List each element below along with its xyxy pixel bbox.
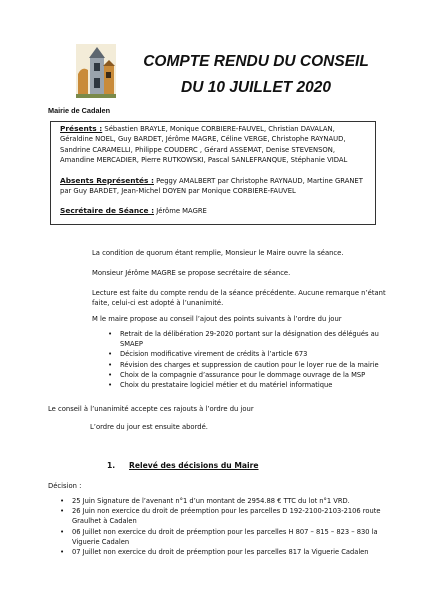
- list-item: • 07 Juillet non exercice du droit de préemption pour les parcelles 817 la Viguerie Cadalen: [60, 548, 369, 557]
- bullet-icon: •: [60, 548, 65, 557]
- secretaire-text: Jérôme MAGRE: [156, 207, 207, 215]
- secretaire-block: [60, 206, 368, 216]
- presents-block: [60, 124, 368, 165]
- paragraph-quorum: La condition de quorum étant remplie, Monsieur le Maire ouvre la séance.: [92, 249, 344, 257]
- secretaire-label: Secrétaire de Séance :: [60, 206, 155, 215]
- ajouts-list: [108, 329, 392, 390]
- list-item: • Décision modificative virement de crédits à l’article 673: [108, 350, 308, 359]
- paragraph-ordre: L’ordre du jour est ensuite abordé.: [90, 423, 208, 431]
- bullet-icon: •: [108, 360, 113, 369]
- bullet-icon: •: [108, 381, 113, 390]
- section-number: 1.: [107, 461, 116, 470]
- list-item: • 25 Juin Signature de l’avenant n°1 d’un montant de 2954.88 € TTC du lot n°1 VRD.: [60, 497, 350, 505]
- bullet-icon: •: [60, 507, 65, 516]
- absents-label: Absents Représentés :: [60, 176, 154, 185]
- section-title: Relevé des décisions du Maire: [129, 461, 259, 470]
- section-heading: [107, 461, 259, 470]
- absents-block: [60, 176, 368, 197]
- list-item: • 26 Juin non exercice du droit de préemption pour les parcelles D 192-2100-2103-2106 route Graulhet à Cadalen: [60, 507, 381, 526]
- list-item: • Choix de la compagnie d’assurance pour le dommage ouvrage de la MSP: [108, 370, 366, 379]
- absents-text: Peggy AMALBERT par Christophe RAYNAUD, Martine GRANET par Guy BARDET, Jean-Michel DOYEN par Monique CORBIERE-FAUVEL: [60, 177, 363, 196]
- decision-label: Décision :: [48, 482, 82, 490]
- page-title-line-2: DU 10 JUILLET 2020: [181, 79, 331, 96]
- presents-text: Sébastien BRAYLE, Monique CORBIERE-FAUVEL, Christian DAVALAN, Géraldine NOEL, Guy BARDET, Jérôme MAGRE, Céline VERGE, Christophe RAYNAUD, Sandrine CARAMELLI, Philippe COUDERC , Gérard ASSEMAT, Denise STEVENSON, Amandine MERCADIER, Pierre RUTKOWSKI, Pascal SANLEFRANQUE, Stéphanie VIDAL: [60, 125, 348, 164]
- bullet-icon: •: [60, 527, 65, 536]
- bullet-icon: •: [108, 350, 113, 359]
- list-item: • Révision des charges et suppression de caution pour le loyer rue de la mairie: [108, 360, 379, 369]
- mairie-label: Mairie de Cadalen: [48, 106, 111, 115]
- bullet-icon: •: [108, 370, 113, 379]
- paragraph-unanimite: Le conseil à l’unanimité accepte ces rajouts à l’ordre du jour: [48, 405, 254, 413]
- presents-label: Présents :: [60, 124, 103, 133]
- list-item: • Choix du prestataire logiciel métier et du matériel informatique: [108, 381, 333, 390]
- paragraph-lecture: Lecture est faite du compte rendu de la séance précédente. Aucune remarque n’étant faite, celui-ci est adopté à l’unanimité.: [92, 289, 386, 308]
- list-item: • Retrait de la délibération 29-2020 portant sur la désignation des délégués au SMAEP: [108, 330, 379, 349]
- paragraph-propose: M le maire propose au conseil l’ajout des points suivants à l’ordre du jour: [92, 315, 342, 323]
- bullet-icon: •: [108, 330, 113, 338]
- paragraph-secretaire: Monsieur Jérôme MAGRE se propose secrétaire de séance.: [92, 269, 291, 277]
- page-title-line-1: COMPTE RENDU DU CONSEIL: [143, 53, 369, 70]
- decisions-list: [60, 496, 392, 557]
- list-item: • 06 Juillet non exercice du droit de préemption pour les parcelles H 807 – 815 – 823 – 830 la Viguerie Cadalen: [60, 527, 378, 546]
- church-logo: [76, 44, 116, 98]
- bullet-icon: •: [60, 497, 65, 505]
